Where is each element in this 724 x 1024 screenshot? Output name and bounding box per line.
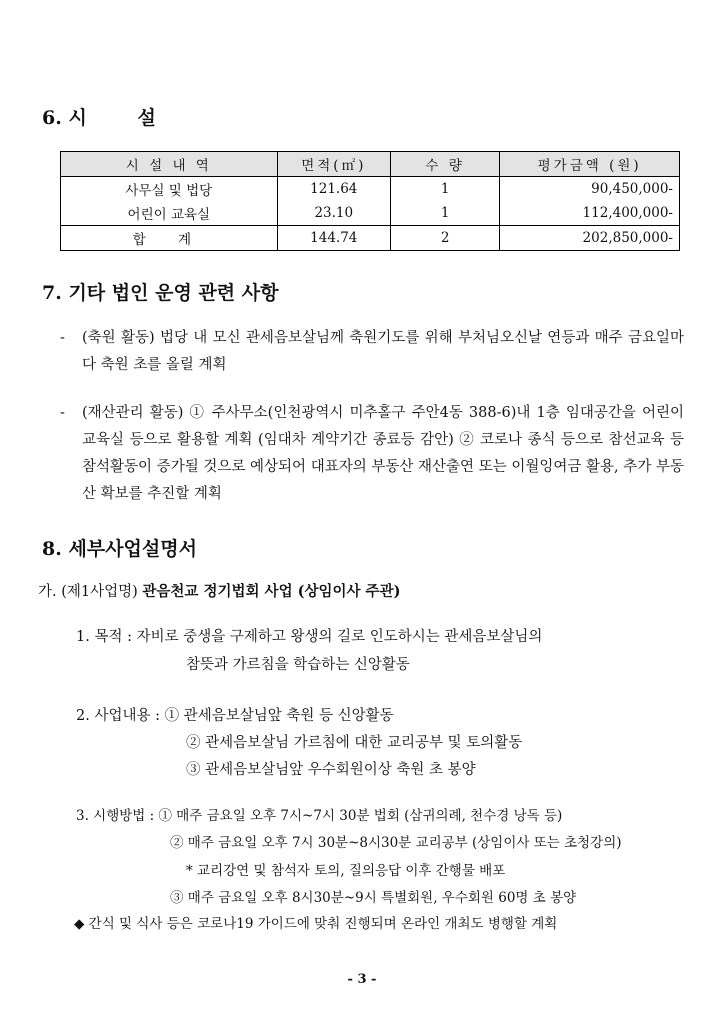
item-dash: - [60,330,65,346]
item-text: (축원 활동) 법당 내 모신 관세음보살님께 축원기도를 위해 부처님오신날 연등과 매주 금요일마다 축원 초를 올릴 계획 [82,330,684,373]
table-row [61,201,680,226]
cell-area: 121.64 [277,177,390,202]
method-line-3: * 교리강연 및 참석자 토의, 질의응답 이후 간행물 배포 [186,863,506,879]
business-title: 관음천교 정기법회 사업 (상임이사 주관) [142,583,401,600]
section-7-item-ritual [60,325,684,379]
cell-value: 112,400,000- [500,201,680,226]
table-total-row [61,226,680,251]
header-quantity: 수 량 [390,152,499,177]
cell-value: 90,450,000- [500,177,680,202]
section-6-title: 시 설 [68,107,178,129]
content-line-1: 2. 사업내용 : ① 관세음보살님앞 축원 등 신앙활동 [76,708,394,724]
business-prefix: 가. (제1사업명) [38,584,138,600]
header-value: 평가금액 (원) [500,152,680,177]
covid-note: ◆ 간식 및 식사 등은 코로나19 가이드에 맞춰 진행되며 온라인 개최도 병행할 계획 [74,916,558,932]
method-line-4: ③ 매주 금요일 오후 8시30분~9시 특별회원, 우수회원 60명 초 봉양 [170,890,577,906]
section-7-item-property [60,400,684,508]
page-number: - 3 - [347,972,377,987]
cell-area: 23.10 [277,201,390,226]
cell-quantity: 1 [390,177,499,202]
header-facility: 시 설 내 역 [61,152,278,177]
section-7-heading: 7. 기타 법인 운영 관련 사항 [42,282,279,304]
cell-facility: 사무실 및 법당 [61,177,278,202]
header-area: 면적(㎡) [277,152,390,177]
cell-facility: 어린이 교육실 [61,201,278,226]
purpose-line-1: 1. 목적 : 자비로 중생을 구제하고 왕생의 길로 인도하시는 관세음보살님의 [76,629,543,645]
business-subheading [38,580,400,601]
total-area: 144.74 [277,226,390,251]
content-line-2: ② 관세음보살님 가르침에 대한 교리공부 및 토의활동 [186,735,523,751]
table-header-row [61,152,680,177]
total-value: 202,850,000- [500,226,680,251]
section-8-heading: 8. 세부사업설명서 [42,538,197,560]
facility-table [60,151,680,251]
item-text: (재산관리 활동) ① 주사무소(인천광역시 미추홀구 주안4동 388-6)내 1층 임대공간을 어린이 교육실 등으로 활용할 계획 (임대차 계약기간 종료등 감안) ② 코로나 종식 등으로 참선교육 등 참석활동이 증가될 것으로 예상되어 대표자의 부동산 재산출연 또는 이월잉여금 활용, 추가 부동산 확보를 추진할 계획 [82,405,684,502]
method-line-2: ② 매주 금요일 오후 7시 30분~8시30분 교리공부 (상임이사 또는 초청강의) [170,835,622,851]
item-dash: - [60,405,65,421]
content-line-3: ③ 관세음보살님앞 우수회원이상 축원 초 봉양 [186,762,476,778]
total-quantity: 2 [390,226,499,251]
table-row [61,177,680,202]
total-label: 합 계 [61,226,278,251]
purpose-line-2: 참뜻과 가르침을 학습하는 신앙활동 [186,657,410,673]
cell-quantity: 1 [390,201,499,226]
section-6-number: 6. [42,107,62,129]
section-6-heading [42,103,178,130]
method-line-1: 3. 시행방법 : ① 매주 금요일 오후 7시~7시 30분 법회 (삼귀의례, 천수경 낭독 등) [76,808,563,824]
